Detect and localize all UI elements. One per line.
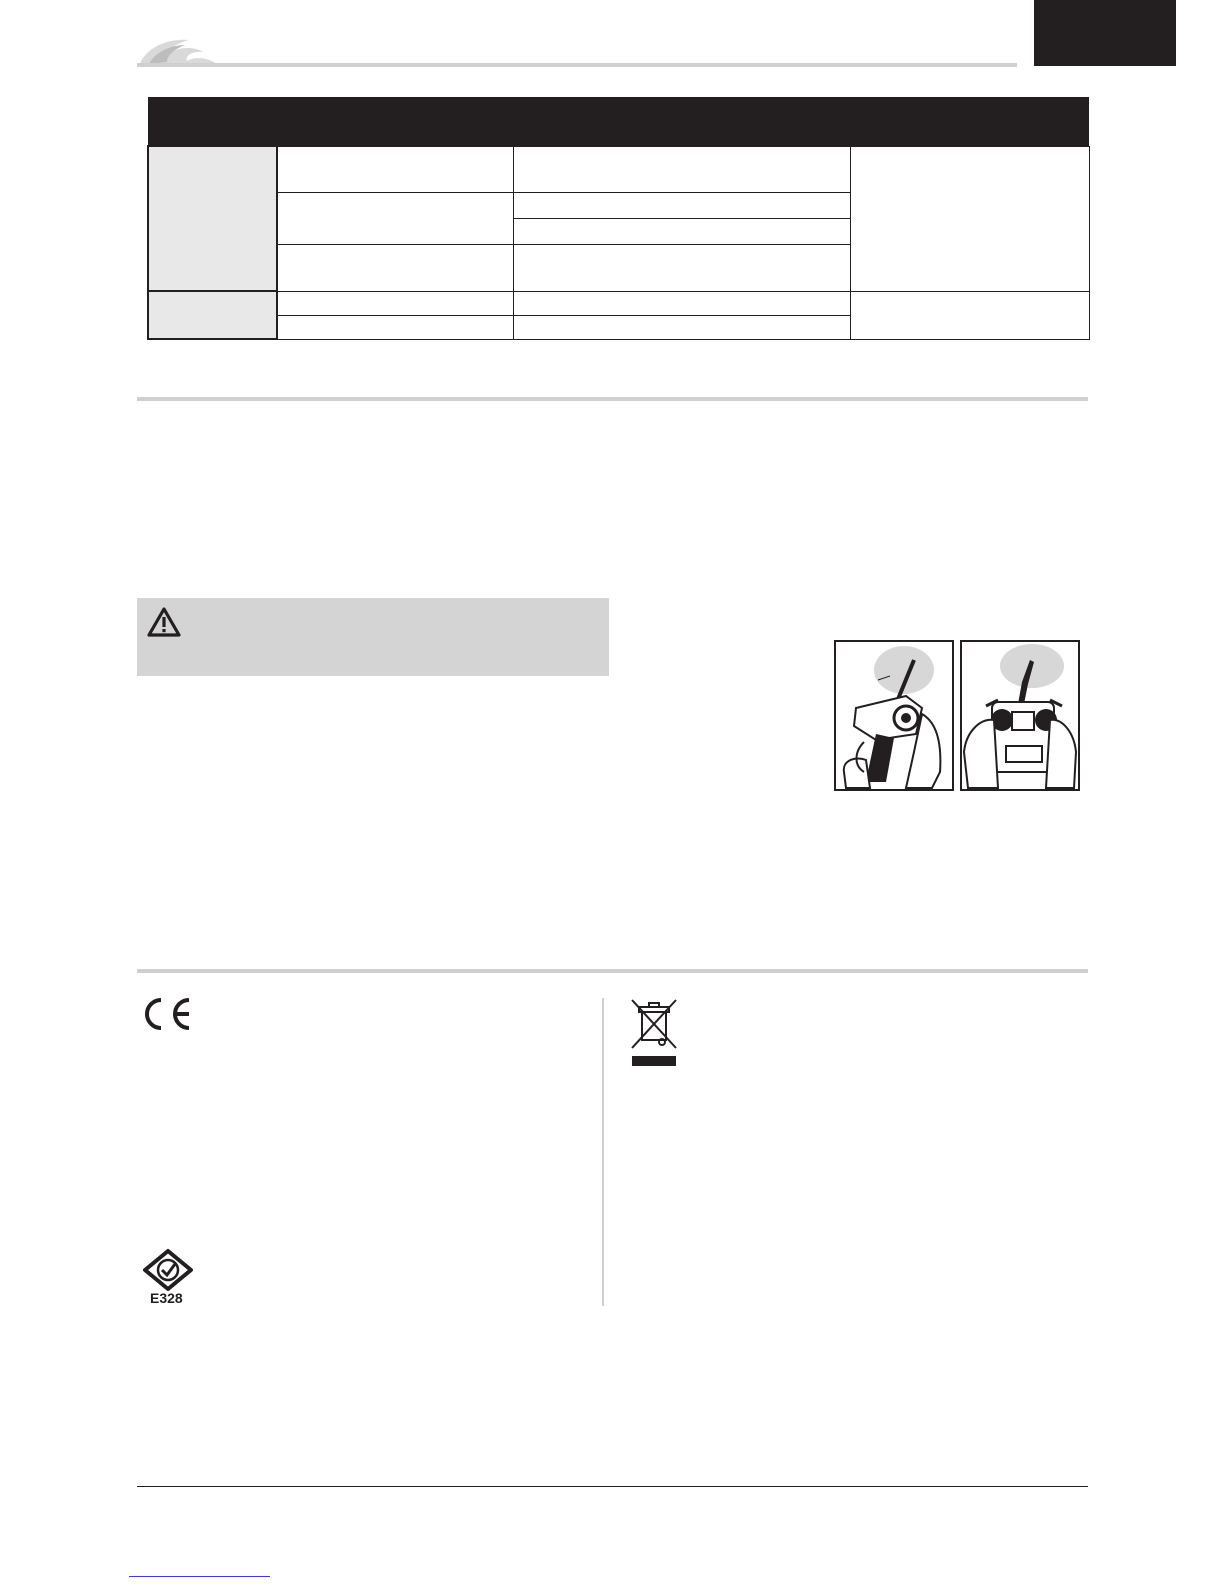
table-cell	[513, 146, 850, 192]
table-row-header	[148, 146, 277, 291]
ce-mark-icon	[137, 996, 195, 1032]
table-header	[148, 97, 1089, 146]
table-cell	[277, 291, 513, 315]
footer-rule	[137, 1486, 1088, 1487]
table-row-header	[148, 291, 277, 339]
transmitter-handheld-illustration	[960, 640, 1080, 791]
table-cell	[277, 146, 513, 192]
table-cell	[513, 291, 850, 315]
table-header-row	[148, 97, 1089, 146]
table-row	[148, 291, 1089, 315]
table-row	[148, 146, 1089, 192]
section-divider	[137, 397, 1088, 401]
section-divider	[137, 969, 1088, 973]
rcm-mark	[137, 1248, 199, 1308]
spec-table	[147, 97, 1090, 340]
table-cell	[513, 315, 850, 339]
table-cell	[850, 291, 1089, 339]
rcm-code: E328	[150, 1290, 183, 1306]
table-cell	[277, 244, 513, 291]
rcm-check-icon	[137, 1248, 199, 1292]
crossed-bin-icon	[630, 998, 678, 1068]
link-underline[interactable]	[129, 1576, 270, 1577]
table-cell	[277, 192, 513, 244]
warning-triangle-icon	[147, 606, 181, 638]
header-rule	[137, 63, 1017, 67]
table-cell	[513, 218, 850, 244]
table-cell	[513, 192, 850, 218]
page-tab-marker	[1034, 0, 1176, 66]
table-cell	[850, 146, 1089, 291]
column-divider	[602, 998, 604, 1306]
table-cell	[513, 244, 850, 291]
transmitter-pistol-grip-illustration	[834, 640, 954, 791]
warning-box	[137, 598, 609, 676]
table-cell	[277, 315, 513, 339]
